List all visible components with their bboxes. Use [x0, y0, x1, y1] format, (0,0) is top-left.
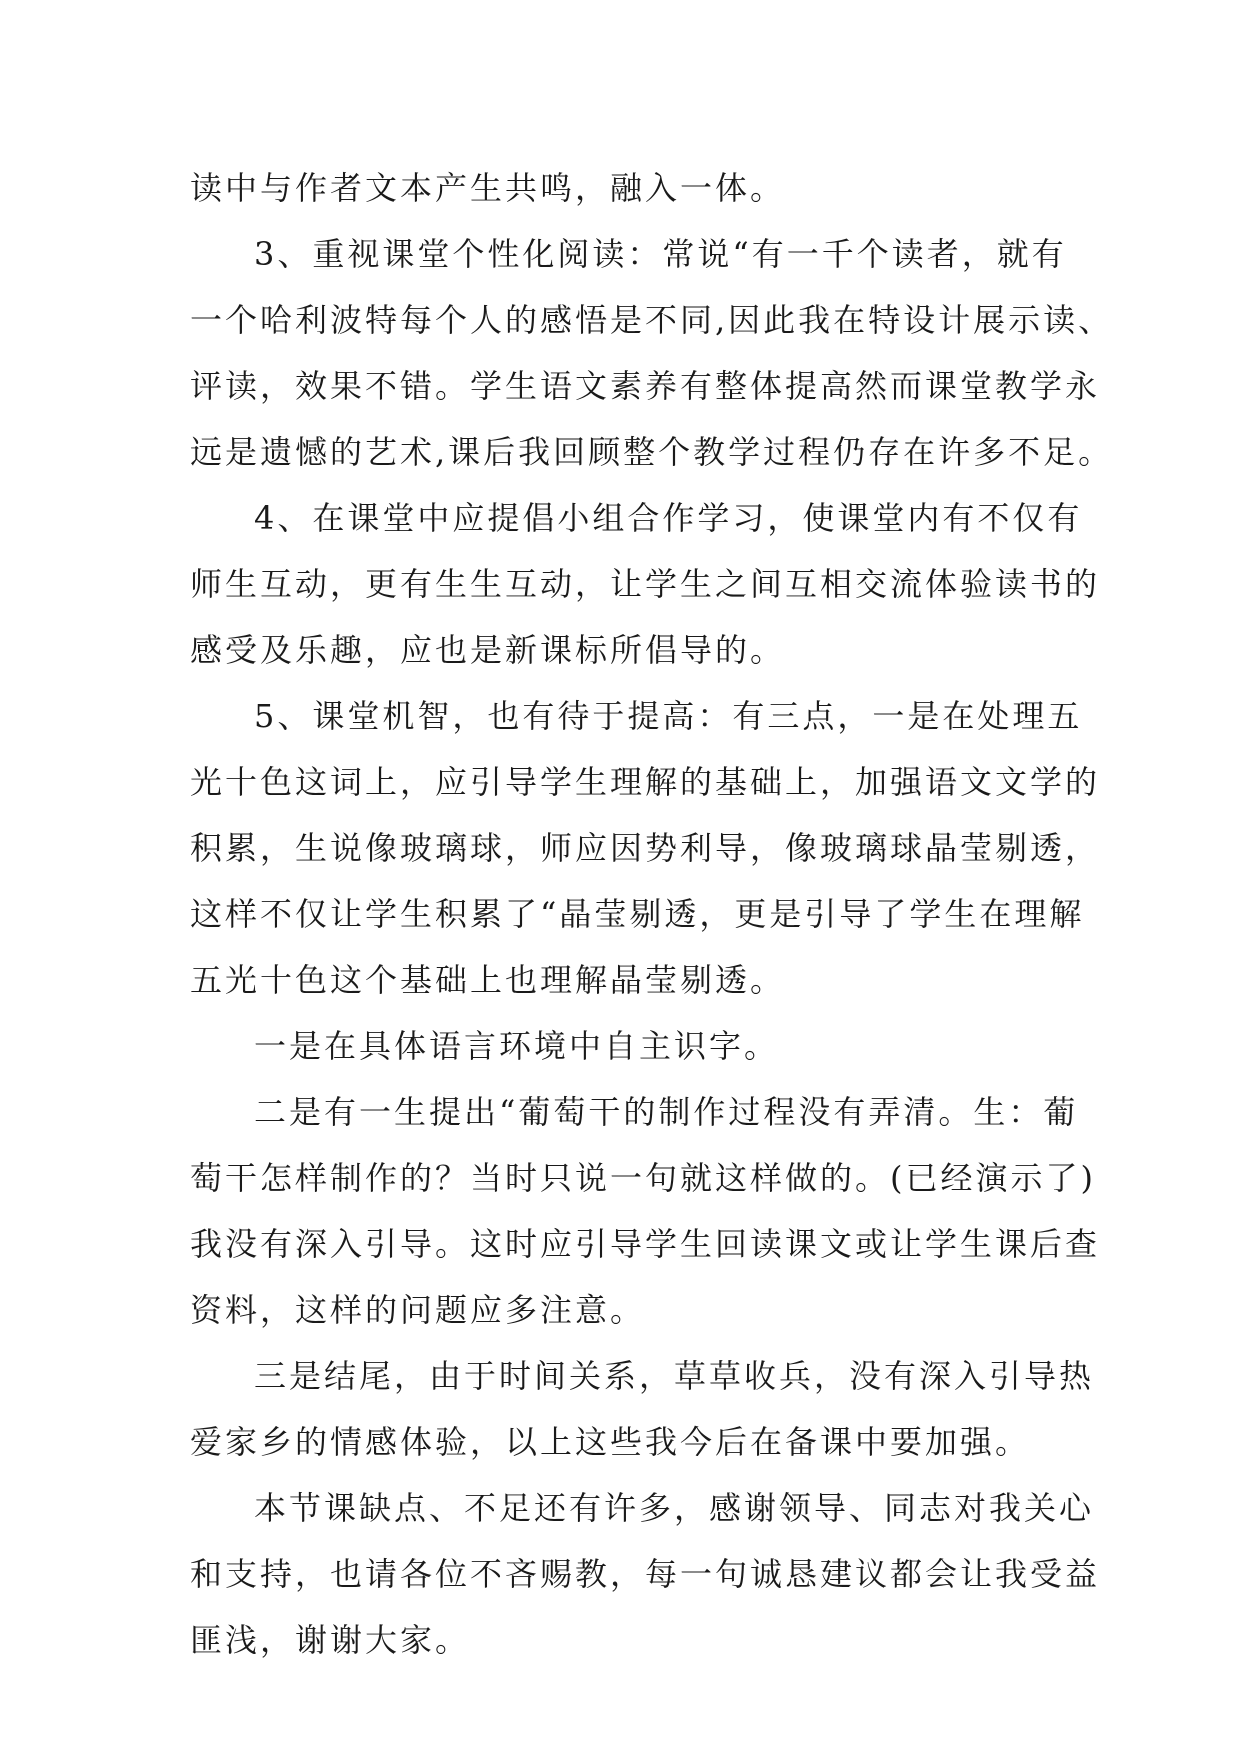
text-line: 3、重视课堂个性化阅读：常说“有一千个读者，就有 [254, 235, 1067, 273]
text-line: 三是结尾，由于时间关系，草草收兵，没有深入引导热 [254, 1357, 1095, 1395]
text-line: 二是有一生提出“葡萄干的制作过程没有弄清。生：葡 [254, 1093, 1079, 1131]
text-line: 4、在课堂中应提倡小组合作学习，使课堂内有不仅有 [254, 499, 1083, 537]
text-line: 资料，这样的问题应多注意。 [190, 1291, 646, 1329]
text-line: 匪浅，谢谢大家。 [190, 1621, 471, 1659]
text-line: 爱家乡的情感体验，以上这些我今后在备课中要加强。 [190, 1423, 1031, 1461]
body-text [190, 155, 1114, 1673]
text-line: 五光十色这个基础上也理解晶莹剔透。 [190, 961, 786, 999]
text-line: 萄干怎样制作的？当时只说一句就这样做的。(已经演示了) [190, 1159, 1096, 1197]
text-line: 积累，生说像玻璃球，师应因势利导，像玻璃球晶莹剔透， [190, 829, 1101, 867]
text-line: 5、课堂机智，也有待于提高：有三点，一是在处理五 [254, 697, 1083, 735]
text-line: 远是遗憾的艺术,课后我回顾整个教学过程仍存在许多不足。 [190, 433, 1114, 471]
text-line: 和支持，也请各位不吝赐教，每一句诚恳建议都会让我受益 [190, 1555, 1101, 1593]
text-line: 师生互动，更有生生互动，让学生之间互相交流体验读书的 [190, 565, 1101, 603]
text-line: 光十色这词上，应引导学生理解的基础上，加强语文文学的 [190, 763, 1101, 801]
text-line: 评读，效果不错。学生语文素养有整体提高然而课堂教学永 [190, 367, 1101, 405]
text-line: 一是在具体语言环境中自主识字。 [254, 1027, 780, 1065]
text-line: 这样不仅让学生积累了“晶莹剔透，更是引导了学生在理解 [190, 895, 1085, 933]
text-line: 一个哈利波特每个人的感悟是不同,因此我在特设计展示读、 [190, 301, 1114, 339]
text-line: 读中与作者文本产生共鸣，融入一体。 [190, 169, 786, 207]
text-line: 我没有深入引导。这时应引导学生回读课文或让学生课后查 [190, 1225, 1101, 1263]
text-line: 本节课缺点、不足还有许多，感谢领导、同志对我关心 [254, 1489, 1095, 1527]
text-line: 感受及乐趣，应也是新课标所倡导的。 [190, 631, 786, 669]
